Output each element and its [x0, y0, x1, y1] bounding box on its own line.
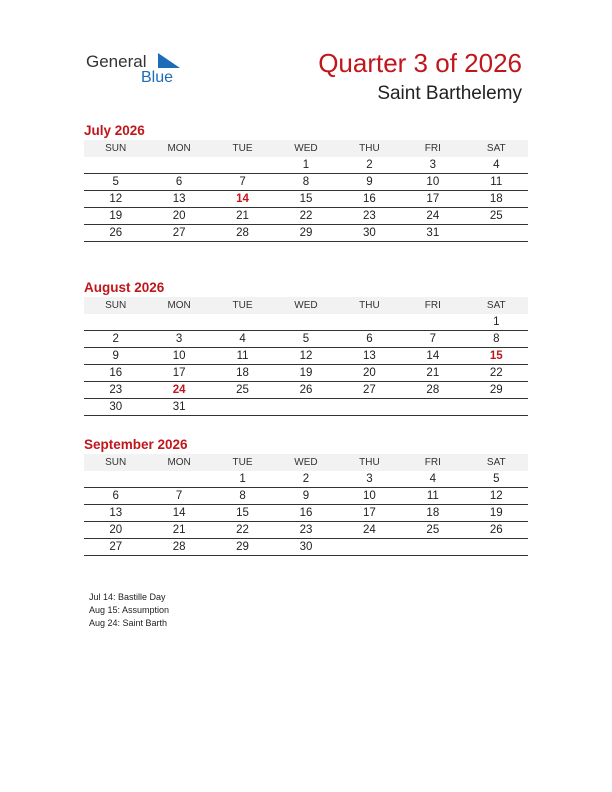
week-row	[84, 331, 528, 348]
day-cell: 20	[338, 365, 401, 382]
day-cell: 25	[465, 208, 528, 225]
page-title: Quarter 3 of 2026	[318, 48, 522, 78]
day-cell: 12	[84, 191, 147, 208]
month-title: September 2026	[84, 437, 188, 452]
day-cell: 24	[401, 208, 464, 225]
weekday-header: FRI	[401, 454, 464, 471]
day-cell	[401, 399, 464, 416]
weekday-header: WED	[274, 297, 337, 314]
day-cell: 26	[465, 522, 528, 539]
day-cell: 4	[401, 471, 464, 488]
month-grid	[84, 140, 528, 242]
holiday-note: Aug 24: Saint Barth	[89, 618, 168, 628]
day-cell	[338, 314, 401, 331]
day-cell	[274, 399, 337, 416]
day-cell: 19	[465, 505, 528, 522]
day-cell	[211, 399, 274, 416]
day-cell: 2	[338, 157, 401, 174]
month-calendar	[84, 122, 528, 242]
day-cell: 30	[338, 225, 401, 242]
day-cell: 3	[338, 471, 401, 488]
day-cell: 15	[274, 191, 337, 208]
week-row	[84, 191, 528, 208]
day-cell: 18	[401, 505, 464, 522]
day-cell: 24	[338, 522, 401, 539]
day-cell: 6	[338, 331, 401, 348]
weekday-header: SUN	[84, 140, 147, 157]
day-cell	[401, 539, 464, 556]
weekday-header: THU	[338, 297, 401, 314]
day-cell	[84, 157, 147, 174]
holiday-notes	[89, 591, 169, 630]
day-cell: 9	[338, 174, 401, 191]
day-cell: 4	[211, 331, 274, 348]
day-cell: 28	[147, 539, 210, 556]
day-cell: 12	[465, 488, 528, 505]
day-cell: 14	[401, 348, 464, 365]
day-cell: 16	[84, 365, 147, 382]
day-cell: 18	[465, 191, 528, 208]
month-grid	[84, 297, 528, 416]
day-cell: 8	[465, 331, 528, 348]
day-cell: 26	[274, 382, 337, 399]
day-cell: 25	[211, 382, 274, 399]
day-cell: 5	[274, 331, 337, 348]
day-cell: 3	[401, 157, 464, 174]
day-cell	[147, 157, 210, 174]
day-cell: 13	[338, 348, 401, 365]
day-cell: 7	[147, 488, 210, 505]
weekday-header: THU	[338, 454, 401, 471]
day-cell: 5	[84, 174, 147, 191]
day-cell: 10	[401, 174, 464, 191]
day-cell: 23	[338, 208, 401, 225]
weekday-header: MON	[147, 454, 210, 471]
day-cell: 13	[84, 505, 147, 522]
week-row	[84, 157, 528, 174]
page-subtitle: Saint Barthelemy	[377, 83, 522, 104]
day-cell: 27	[147, 225, 210, 242]
day-cell	[84, 471, 147, 488]
weekday-header: THU	[338, 140, 401, 157]
month-calendar	[84, 436, 528, 556]
day-cell: 10	[147, 348, 210, 365]
day-cell: 11	[465, 174, 528, 191]
weekday-header: WED	[274, 454, 337, 471]
day-cell: 19	[274, 365, 337, 382]
week-row	[84, 314, 528, 331]
day-cell: 8	[211, 488, 274, 505]
day-cell: 17	[147, 365, 210, 382]
weekday-header: TUE	[211, 454, 274, 471]
week-row	[84, 539, 528, 556]
weekday-header: SAT	[465, 454, 528, 471]
day-cell: 1	[274, 157, 337, 174]
day-cell	[465, 399, 528, 416]
weekday-header: SUN	[84, 297, 147, 314]
day-cell: 10	[338, 488, 401, 505]
week-row	[84, 522, 528, 539]
day-cell	[338, 539, 401, 556]
logo-text-blue: Blue	[141, 69, 174, 86]
day-cell	[211, 314, 274, 331]
day-cell: 31	[147, 399, 210, 416]
weekday-header-row	[84, 140, 528, 157]
day-cell: 15	[465, 348, 528, 365]
weekday-header-row	[84, 454, 528, 471]
logo-flag-icon	[158, 53, 180, 68]
week-row	[84, 399, 528, 416]
day-cell: 15	[211, 505, 274, 522]
day-cell: 11	[211, 348, 274, 365]
holiday-note: Jul 14: Bastille Day	[89, 592, 166, 602]
day-cell	[147, 314, 210, 331]
weekday-header: FRI	[401, 297, 464, 314]
weekday-header-row	[84, 297, 528, 314]
day-cell: 23	[274, 522, 337, 539]
day-cell: 28	[401, 382, 464, 399]
day-cell: 12	[274, 348, 337, 365]
day-cell: 1	[211, 471, 274, 488]
day-cell: 20	[147, 208, 210, 225]
day-cell	[401, 314, 464, 331]
weekday-header: MON	[147, 140, 210, 157]
day-cell	[84, 314, 147, 331]
day-cell	[465, 539, 528, 556]
day-cell: 31	[401, 225, 464, 242]
day-cell: 26	[84, 225, 147, 242]
weekday-header: WED	[274, 140, 337, 157]
day-cell: 16	[274, 505, 337, 522]
week-row	[84, 488, 528, 505]
day-cell: 18	[211, 365, 274, 382]
weekday-header: MON	[147, 297, 210, 314]
day-cell: 22	[274, 208, 337, 225]
day-cell: 23	[84, 382, 147, 399]
day-cell: 21	[401, 365, 464, 382]
day-cell: 20	[84, 522, 147, 539]
weekday-header: TUE	[211, 140, 274, 157]
day-cell: 25	[401, 522, 464, 539]
day-cell: 30	[274, 539, 337, 556]
week-row	[84, 208, 528, 225]
logo	[86, 50, 196, 90]
week-row	[84, 174, 528, 191]
day-cell: 17	[338, 505, 401, 522]
month-title: August 2026	[84, 280, 165, 295]
day-cell: 27	[84, 539, 147, 556]
day-cell: 27	[338, 382, 401, 399]
day-cell: 21	[211, 208, 274, 225]
month-calendar	[84, 279, 528, 416]
day-cell: 3	[147, 331, 210, 348]
day-cell: 8	[274, 174, 337, 191]
day-cell: 11	[401, 488, 464, 505]
day-cell: 7	[401, 331, 464, 348]
day-cell: 7	[211, 174, 274, 191]
weekday-header: FRI	[401, 140, 464, 157]
day-cell: 17	[401, 191, 464, 208]
day-cell: 29	[211, 539, 274, 556]
day-cell: 28	[211, 225, 274, 242]
week-row	[84, 365, 528, 382]
week-row	[84, 471, 528, 488]
week-row	[84, 505, 528, 522]
week-row	[84, 382, 528, 399]
day-cell: 14	[147, 505, 210, 522]
day-cell: 14	[211, 191, 274, 208]
day-cell: 9	[84, 348, 147, 365]
month-title: July 2026	[84, 123, 145, 138]
day-cell: 29	[274, 225, 337, 242]
weekday-header: SAT	[465, 140, 528, 157]
day-cell: 9	[274, 488, 337, 505]
day-cell: 16	[338, 191, 401, 208]
day-cell: 13	[147, 191, 210, 208]
holiday-note: Aug 15: Assumption	[89, 605, 170, 615]
day-cell: 6	[147, 174, 210, 191]
weekday-header: SAT	[465, 297, 528, 314]
day-cell: 22	[211, 522, 274, 539]
day-cell: 29	[465, 382, 528, 399]
day-cell	[338, 399, 401, 416]
week-row	[84, 225, 528, 242]
day-cell: 2	[84, 331, 147, 348]
day-cell	[274, 314, 337, 331]
day-cell: 1	[465, 314, 528, 331]
day-cell: 2	[274, 471, 337, 488]
weekday-header: SUN	[84, 454, 147, 471]
day-cell: 22	[465, 365, 528, 382]
day-cell	[147, 471, 210, 488]
day-cell	[211, 157, 274, 174]
day-cell: 21	[147, 522, 210, 539]
day-cell: 5	[465, 471, 528, 488]
week-row	[84, 348, 528, 365]
day-cell: 30	[84, 399, 147, 416]
day-cell: 4	[465, 157, 528, 174]
day-cell: 6	[84, 488, 147, 505]
day-cell: 19	[84, 208, 147, 225]
month-grid	[84, 454, 528, 556]
weekday-header: TUE	[211, 297, 274, 314]
day-cell: 24	[147, 382, 210, 399]
logo-text-general: General	[86, 52, 147, 71]
day-cell	[465, 225, 528, 242]
